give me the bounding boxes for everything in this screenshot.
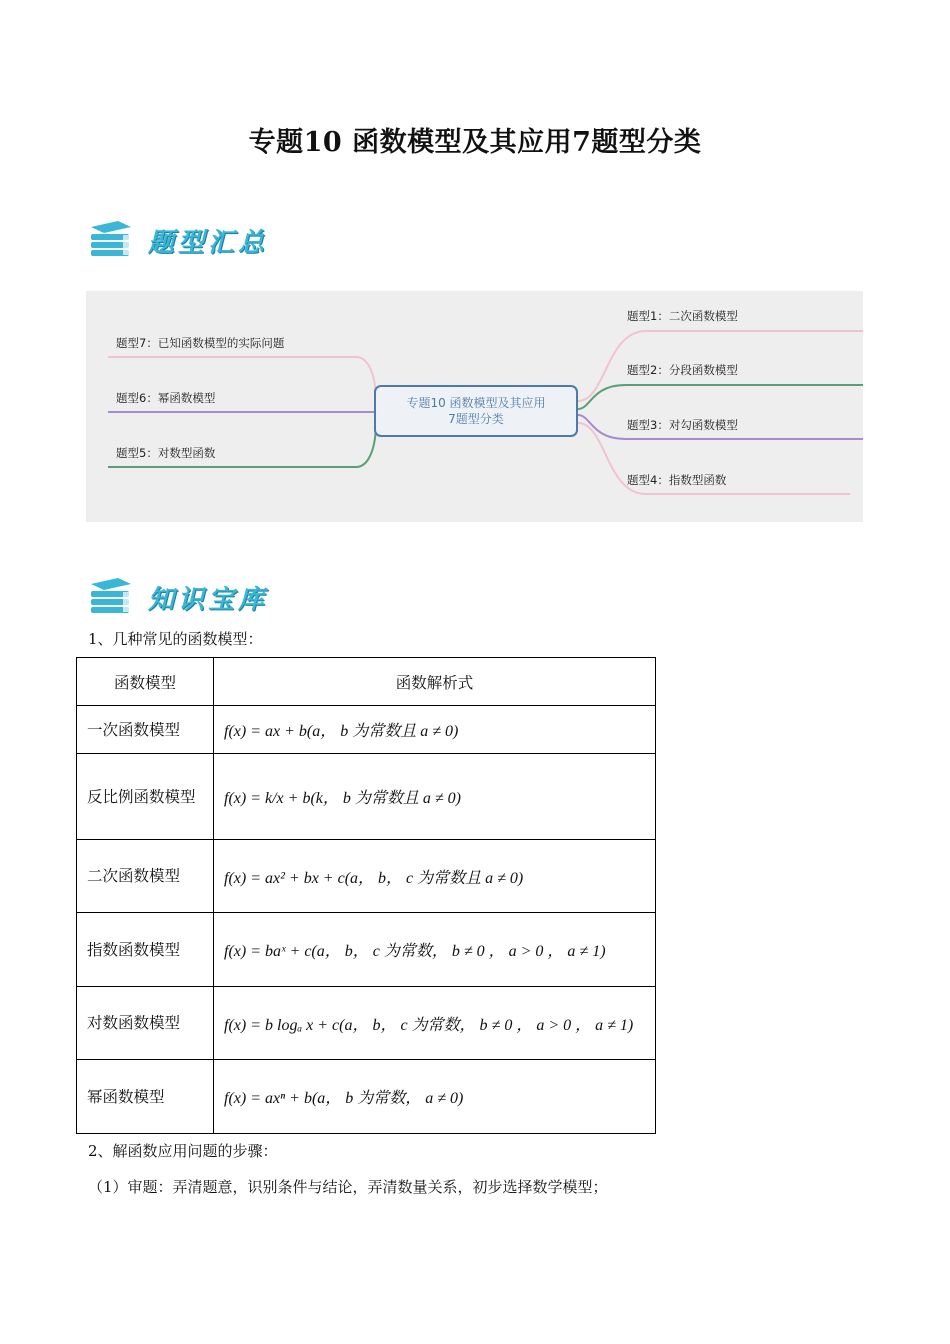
- table-row: [77, 840, 656, 913]
- mind-map-center-line2: 7题型分类: [448, 412, 504, 426]
- table-cell-formula: f(x) = ax + b(a， b 为常数且 a ≠ 0): [214, 706, 656, 754]
- table-cell-formula: f(x) = ax² + bx + c(a， b， c 为常数且 a ≠ 0): [214, 840, 656, 913]
- mind-map-node-type5: 题型5：对数型函数: [116, 446, 216, 460]
- table-cell-model: 指数函数模型: [77, 913, 214, 987]
- mind-map: [86, 291, 863, 522]
- table-cell-model: 反比例函数模型: [77, 754, 214, 840]
- section-title-summary: 题型汇总: [148, 227, 269, 258]
- table-row: [77, 1060, 656, 1134]
- table-cell-formula: f(x) = b logₐ x + c(a， b， c 为常数， b ≠ 0 ， a > 0 ， a ≠ 1): [214, 987, 656, 1060]
- mind-map-node-type3: 题型3：对勾函数模型: [627, 418, 738, 432]
- mind-map-center-node: [374, 385, 578, 437]
- table-row: [77, 754, 656, 840]
- mind-map-node-type1: 题型1：二次函数模型: [627, 309, 738, 323]
- function-model-table: [76, 657, 656, 1134]
- section-banner-summary: [88, 215, 268, 265]
- mind-map-center-line1: 专题10 函数模型及其应用: [406, 396, 546, 410]
- mind-map-node-type4: 题型4：指数型函数: [627, 473, 727, 487]
- table-row: [77, 706, 656, 754]
- mind-map-node-type7: 题型7：已知函数模型的实际问题: [116, 336, 285, 350]
- table-cell-model: 对数函数模型: [77, 987, 214, 1060]
- table-cell-formula: f(x) = axⁿ + b(a， b 为常数， a ≠ 0): [214, 1060, 656, 1134]
- table-cell-model: 一次函数模型: [77, 706, 214, 754]
- step-1-text: （1）审题：弄清题意，识别条件与结论，弄清数量关系，初步选择数学模型；: [88, 1178, 608, 1196]
- mind-map-node-type2: 题型2：分段函数模型: [627, 363, 738, 377]
- mind-map-node-type6: 题型6：幂函数模型: [116, 391, 216, 405]
- table-row: [77, 913, 656, 987]
- section-title-knowledge: 知识宝库: [148, 584, 269, 615]
- table-header-model: 函数模型: [77, 658, 214, 706]
- heading-function-models: 1、几种常见的函数模型：: [88, 630, 263, 648]
- table-header-formula: 函数解析式: [214, 658, 656, 706]
- table-cell-formula: f(x) = baˣ + c(a， b， c 为常数， b ≠ 0 ， a > 0 ， a ≠ 1): [214, 913, 656, 987]
- books-icon: [88, 219, 134, 261]
- table-cell-model: 幂函数模型: [77, 1060, 214, 1134]
- section-banner-knowledge: [88, 572, 268, 622]
- table-cell-formula: f(x) = k/x + b(k， b 为常数且 a ≠ 0): [214, 754, 656, 840]
- books-icon: [88, 576, 134, 618]
- table-cell-model: 二次函数模型: [77, 840, 214, 913]
- table-header-row: [77, 658, 656, 706]
- heading-solution-steps: 2、解函数应用问题的步骤：: [88, 1142, 278, 1160]
- page-title: 专题10 函数模型及其应用7题型分类: [248, 127, 702, 158]
- table-row: [77, 987, 656, 1060]
